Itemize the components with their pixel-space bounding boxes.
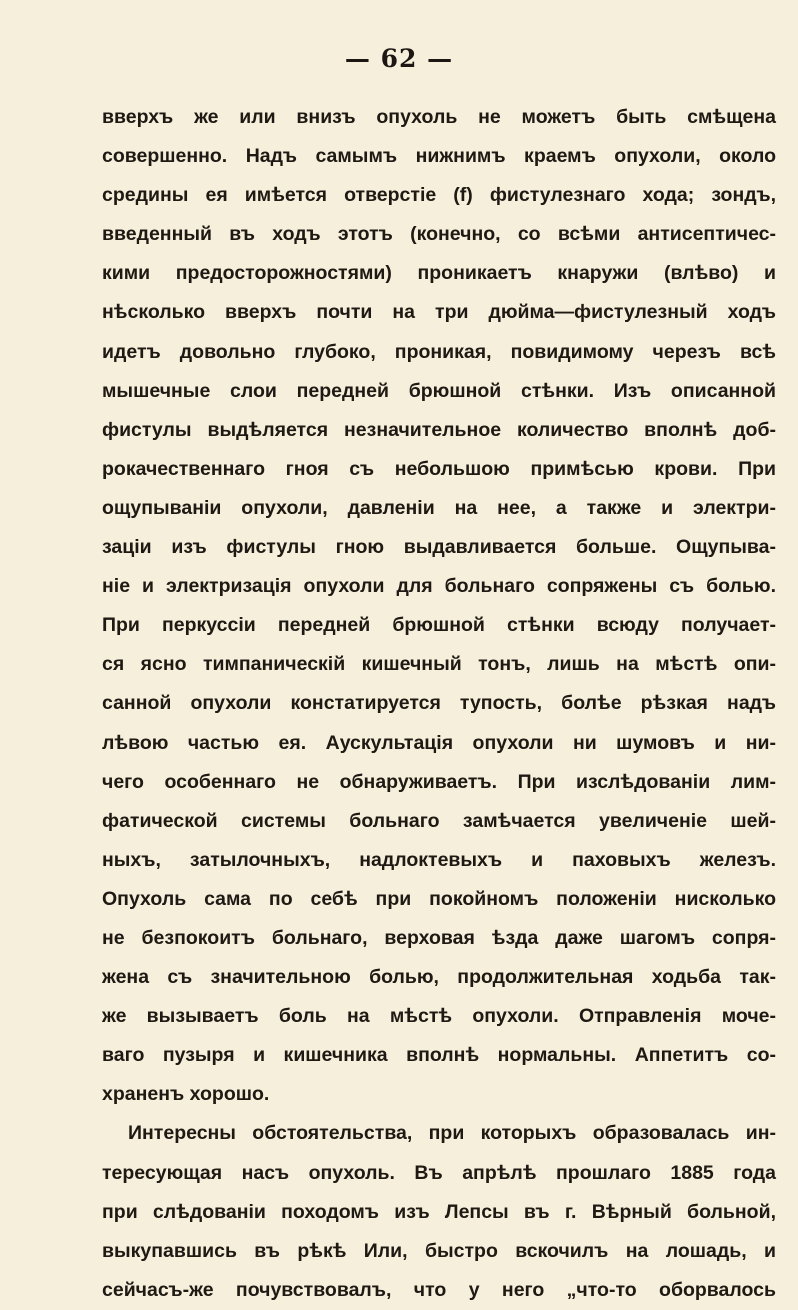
- text-line: ваго пузыря и кишечника вполнѣ нормальны. Аппетитъ со-: [102, 1044, 776, 1067]
- text-line: заціи изъ фистулы гною выдавливается больше. Ощупыва-: [102, 536, 776, 559]
- text-line: при слѣдованіи походомъ изъ Лепсы въ г. Вѣрный больной,: [102, 1200, 776, 1223]
- text-line: Опухоль сама по себѣ при покойномъ положеніи нисколько: [102, 887, 776, 910]
- text-line: фистулы выдѣляется незначительное количество вполнѣ доб-: [102, 418, 776, 441]
- text-line: не безпокоитъ больнаго, верховая ѣзда даже шагомъ сопря-: [102, 926, 776, 949]
- text-line: фатической системы больнаго замѣчается увеличеніе шей-: [102, 809, 776, 832]
- text-line: Интересны обстоятельства, при которыхъ образовалась ин-: [128, 1122, 776, 1145]
- text-line: рокачественнаго гноя съ небольшою примѣсью крови. При: [102, 457, 776, 480]
- text-line: тересующая насъ опухоль. Въ апрѣлѣ прошлаго 1885 года: [102, 1161, 776, 1184]
- text-line: жена съ значительною болью, продолжительная ходьба так-: [102, 966, 776, 989]
- text-line: средины ея имѣется отверстіе (f) фистулезнаго хода; зондъ,: [102, 184, 776, 207]
- text-line: лѣвою частью ея. Аускультація опухоли ни шумовъ и ни-: [102, 731, 776, 754]
- text-line: же вызываетъ боль на мѣстѣ опухоли. Отправленія моче-: [102, 1005, 776, 1028]
- page-number: — 62 —: [344, 44, 454, 73]
- text-line: выкупавшись въ рѣкѣ Или, быстро вскочилъ на лошадь, и: [102, 1239, 776, 1262]
- text-line: чего особеннаго не обнаруживаетъ. При изслѣдованіи лим-: [102, 770, 776, 793]
- text-line: кими предосторожностями) проникаетъ кнаружи (влѣво) и: [102, 262, 776, 285]
- text-line: сейчасъ-же почувствовалъ, что у него „что-то оборвалось: [102, 1278, 776, 1301]
- text-line: ніе и электризація опухоли для больнаго сопряжены съ болью.: [102, 575, 776, 598]
- text-line: введенный въ ходъ этотъ (конечно, со всѣми антисептичес-: [102, 223, 776, 246]
- text-line: ныхъ, затылочныхъ, надлоктевыхъ и паховыхъ железъ.: [102, 848, 776, 871]
- text-line: мышечные слои передней брюшной стѣнки. Изъ описанной: [102, 379, 776, 402]
- text-line: санной опухоли констатируется тупость, болѣе рѣзкая надъ: [102, 692, 776, 715]
- body-text: [102, 98, 776, 1310]
- text-line: идетъ довольно глубоко, проникая, повидимому черезъ всѣ: [102, 340, 776, 363]
- text-line: нѣсколько вверхъ почти на три дюйма—фистулезный ходъ: [102, 301, 776, 324]
- text-line: храненъ хорошо.: [102, 1083, 270, 1106]
- text-line: ощупываніи опухоли, давленіи на нее, а также и электри-: [102, 496, 776, 519]
- text-line: совершенно. Надъ самымъ нижнимъ краемъ опухоли, около: [102, 145, 776, 168]
- text-line: ся ясно тимпаническій кишечный тонъ, лишь на мѣстѣ опи-: [102, 653, 776, 676]
- text-line: При перкуссіи передней брюшной стѣнки всюду получает-: [102, 614, 776, 637]
- text-line: вверхъ же или внизъ опухоль не можетъ быть смѣщена: [102, 106, 776, 128]
